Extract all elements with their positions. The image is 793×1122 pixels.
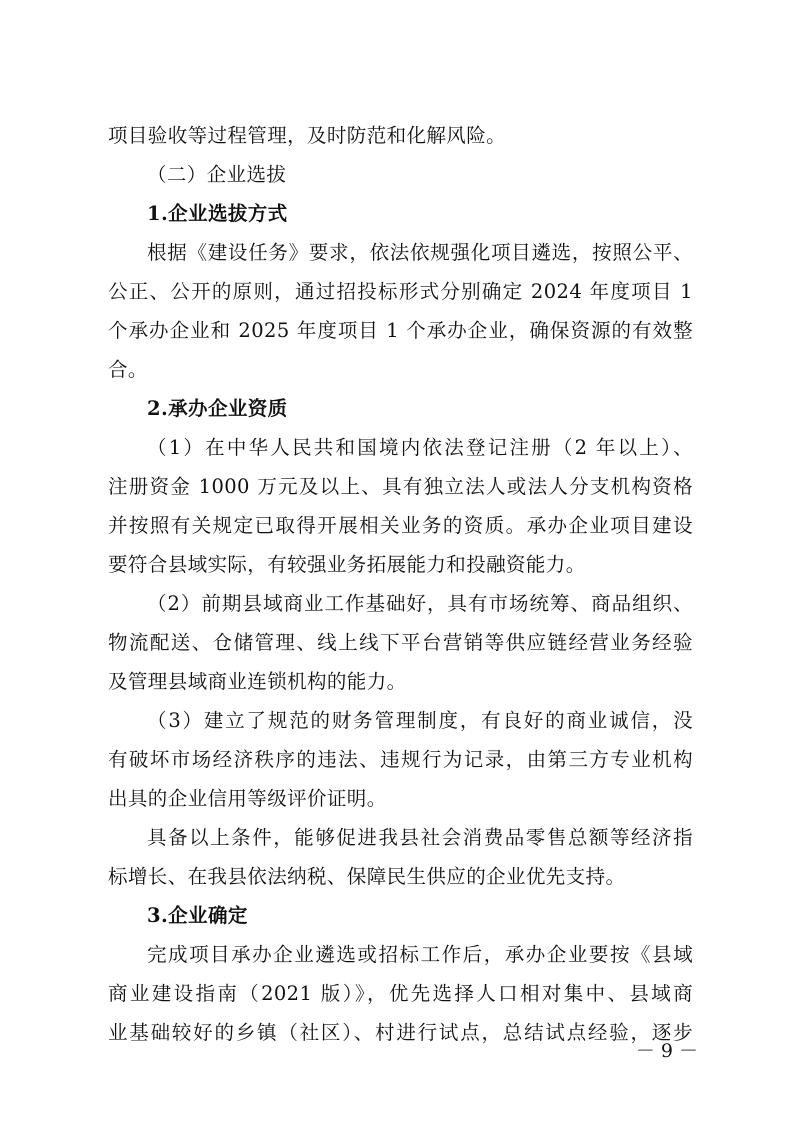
- paragraph-line: 物流配送、仓储管理、线上线下平台营销等供应链经营业务经验: [108, 631, 693, 654]
- page-number: － 9 －: [635, 1040, 698, 1062]
- paragraph-line: （1）在中华人民共和国境内依法登记注册（2 年以上）、: [147, 436, 693, 459]
- paragraph-line: （3）建立了规范的财务管理制度，有良好的商业诚信，没: [147, 709, 693, 732]
- paragraph-line: 及管理县域商业连锁机构的能力。: [108, 670, 407, 693]
- paragraph-line: 并按照有关规定已取得开展相关业务的资质。承办企业项目建设: [108, 514, 693, 537]
- paragraph-line: 注册资金 1000 万元及以上、具有独立法人或法人分支机构资格: [108, 475, 693, 498]
- paragraph-line: 根据《建设任务》要求，依法依规强化项目遴选，按照公平、: [147, 241, 693, 264]
- paragraph-line: （2）前期县域商业工作基础好，具有市场统筹、商品组织、: [147, 592, 693, 615]
- paragraph-line: 合。: [108, 358, 148, 381]
- paragraph-line: 业基础较好的乡镇（社区）、村进行试点，总结试点经验，逐步: [108, 1021, 693, 1044]
- subsection-heading-qualifications: 2.承办企业资质: [147, 397, 288, 420]
- paragraph-line: 商业建设指南（2021 版）》，优先选择人口相对集中、县域商: [108, 982, 693, 1005]
- paragraph-line: 有破坏市场经济秩序的违法、违规行为记录，由第三方专业机构: [108, 748, 693, 771]
- paragraph-line: 完成项目承办企业遴选或招标工作后，承办企业要按《县域: [147, 943, 693, 966]
- paragraph-line: 个承办企业和 2025 年度项目 1 个承办企业，确保资源的有效整: [108, 319, 693, 342]
- paragraph-line: 具备以上条件，能够促进我县社会消费品零售总额等经济指: [147, 826, 693, 849]
- subsection-heading-selection-method: 1.企业选拔方式: [147, 202, 288, 225]
- subsection-heading-enterprise-determination: 3.企业确定: [147, 904, 248, 927]
- paragraph-line: 出具的企业信用等级评价证明。: [108, 787, 387, 810]
- section-heading-enterprise-selection: （二）企业选拔: [147, 163, 287, 186]
- paragraph-line: 标增长、在我县依法纳税、保障民生供应的企业优先支持。: [108, 865, 626, 888]
- paragraph-line: 公正、公开的原则，通过招投标形式分别确定 2024 年度项目 1: [108, 280, 693, 303]
- paragraph-line: 要符合县域实际，有较强业务拓展能力和投融资能力。: [108, 553, 586, 576]
- paragraph-continuation-line: 项目验收等过程管理，及时防范和化解风险。: [108, 124, 507, 147]
